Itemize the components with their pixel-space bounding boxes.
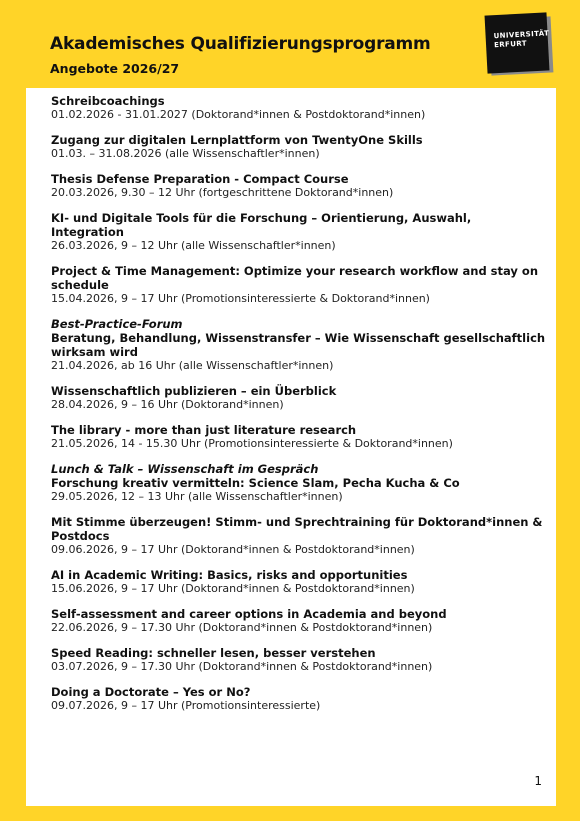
course-detail: 26.03.2026, 9 – 12 Uhr (alle Wissenschaftler*innen) <box>51 239 336 252</box>
course-title: Beratung, Behandlung, Wissenstransfer – Wie Wissenschaft gesellschaftlich wirksam wird <box>51 331 546 359</box>
course-title: AI in Academic Writing: Basics, risks and opportunities <box>51 568 408 582</box>
university-logo <box>484 12 556 78</box>
course-detail: 01.03. – 31.08.2026 (alle Wissenschaftler*innen) <box>51 147 320 160</box>
course-title: Speed Reading: schneller lesen, besser verstehen <box>51 646 376 660</box>
course-detail: 29.05.2026, 12 – 13 Uhr (alle Wissenschaftler*innen) <box>51 490 343 503</box>
course-entry <box>51 462 546 504</box>
course-entry <box>51 264 546 306</box>
course-entry <box>51 94 546 122</box>
course-title: Self-assessment and career options in Academia and beyond <box>51 607 447 621</box>
course-series-tag: Best-Practice-Forum <box>51 317 183 331</box>
course-entry <box>51 423 546 451</box>
page-title: Akademisches Qualifizierungsprogramm <box>50 34 431 54</box>
course-title: Doing a Doctorate – Yes or No? <box>51 685 251 699</box>
course-title: The library - more than just literature research <box>51 423 357 437</box>
course-series-tag: Lunch & Talk – Wissenschaft im Gespräch <box>51 462 319 476</box>
logo-text-line2: ERFURT <box>493 39 528 50</box>
course-detail: 20.03.2026, 9.30 – 12 Uhr (fortgeschrittene Doktorand*innen) <box>51 186 394 199</box>
course-detail: 22.06.2026, 9 – 17.30 Uhr (Doktorand*innen & Postdoktorand*innen) <box>51 621 433 634</box>
course-title: Zugang zur digitalen Lernplattform von TwentyOne Skills <box>51 133 423 147</box>
course-detail: 15.06.2026, 9 – 17 Uhr (Doktorand*innen & Postdoktorand*innen) <box>51 582 415 595</box>
course-title: Forschung kreativ vermitteln: Science Slam, Pecha Kucha & Co <box>51 476 460 490</box>
course-title: Project & Time Management: Optimize your research workflow and stay on schedule <box>51 264 539 292</box>
logo-text-line1: UNIVERSITÄT <box>493 29 550 41</box>
course-detail: 09.06.2026, 9 – 17 Uhr (Doktorand*innen & Postdoktorand*innen) <box>51 543 415 556</box>
course-title: Thesis Defense Preparation - Compact Course <box>51 172 349 186</box>
course-entry <box>51 685 546 713</box>
course-entry <box>51 515 546 557</box>
course-entry <box>51 646 546 674</box>
course-title: KI- und Digitale Tools für die Forschung – Orientierung, Auswahl, Integration <box>51 211 472 239</box>
course-entry <box>51 172 546 200</box>
course-detail: 09.07.2026, 9 – 17 Uhr (Promotionsinteressierte) <box>51 699 321 712</box>
course-title: Schreibcoachings <box>51 94 165 108</box>
course-detail: 01.02.2026 - 31.01.2027 (Doktorand*innen & Postdoktorand*innen) <box>51 108 426 121</box>
course-entry <box>51 211 546 253</box>
logo-box <box>485 12 550 73</box>
course-detail: 21.04.2026, ab 16 Uhr (alle Wissenschaftler*innen) <box>51 359 334 372</box>
course-detail: 21.05.2026, 14 - 15.30 Uhr (Promotionsinteressierte & Doktorand*innen) <box>51 437 453 450</box>
course-entry <box>51 133 546 161</box>
course-entry <box>51 317 546 373</box>
course-detail: 28.04.2026, 9 – 16 Uhr (Doktorand*innen) <box>51 398 284 411</box>
course-detail: 15.04.2026, 9 – 17 Uhr (Promotionsinteressierte & Doktorand*innen) <box>51 292 430 305</box>
page-subtitle: Angebote 2026/27 <box>50 61 180 76</box>
course-entry <box>51 568 546 596</box>
course-title: Mit Stimme überzeugen! Stimm- und Sprechtraining für Doktorand*innen & Postdocs <box>51 515 543 543</box>
course-title: Wissenschaftlich publizieren – ein Überblick <box>51 384 337 398</box>
course-entry <box>51 384 546 412</box>
course-detail: 03.07.2026, 9 – 17.30 Uhr (Doktorand*innen & Postdoktorand*innen) <box>51 660 433 673</box>
course-entry <box>51 607 546 635</box>
course-list <box>26 88 556 806</box>
page-number: 1 <box>534 774 542 788</box>
